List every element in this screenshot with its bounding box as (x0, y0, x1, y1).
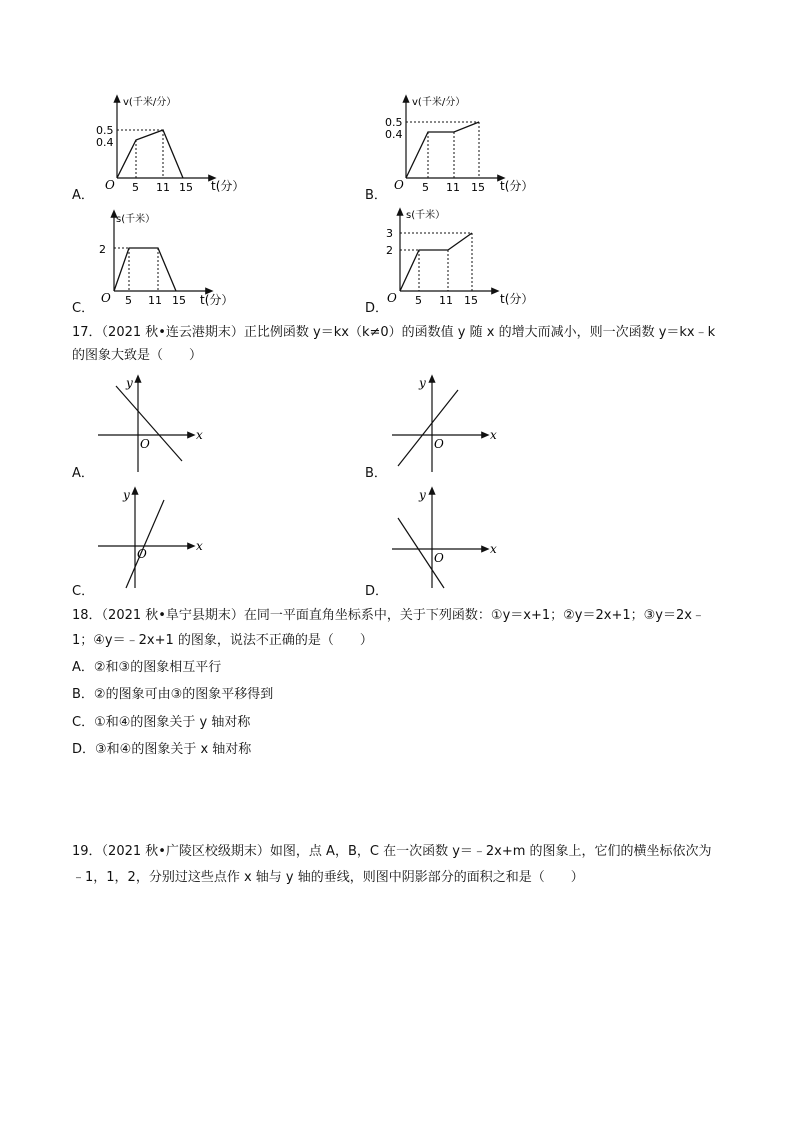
origin-label: O (140, 437, 150, 451)
q19-stem-line1: 19．（2021 秋•广陵区校级期末）如图，点 A，B，C 在一次函数 y＝﹣2x+m 的图象上，它们的横坐标依次为 (72, 844, 712, 859)
graph-b-xlabel: t(分） (500, 179, 534, 193)
graph-b-xtick: 5 (422, 181, 429, 194)
graph-b-curve (406, 122, 479, 178)
q17-graph-a (92, 372, 212, 476)
graph-b-xtick: 11 (446, 181, 460, 194)
graph-d-xtick: 5 (415, 294, 422, 307)
graph-c-xtick: 5 (125, 294, 132, 307)
graph-c (92, 207, 252, 311)
axis-y-label: y (419, 376, 426, 390)
graph-c-ylabel: s(千米） (116, 214, 156, 225)
axis-y-label: y (126, 376, 133, 390)
graph-c-xtick: 15 (172, 294, 186, 307)
q17-graph-b (386, 372, 506, 476)
graph-a-xtick: 11 (156, 181, 170, 194)
q17-stem-line2: 的图象大致是（ ） (72, 348, 203, 363)
graph-c-curve (114, 248, 176, 291)
q18-choice-a: A．②和③的图象相互平行 (72, 660, 222, 675)
q18-stem-line1: 18．（2021 秋•阜宁县期末）在同一平面直角坐标系中，关于下列函数：①y＝x+1；②y＝2x+1；③y＝2x﹣ (72, 608, 705, 623)
graph-a-curve (117, 130, 183, 178)
graph-d-xtick: 11 (439, 294, 453, 307)
graph-c-xtick: 11 (148, 294, 162, 307)
graph-b-origin: O (394, 178, 404, 192)
graph-b-ytick: 0.4 (385, 128, 403, 141)
q18-choice-c: C．①和④的图象关于 y 轴对称 (72, 715, 251, 730)
graph-a-ytick: 0.5 (96, 124, 114, 137)
q17-option-label-d: D． (365, 584, 389, 599)
origin-label: O (137, 547, 147, 561)
q18-choice-d: D．③和④的图象关于 x 轴对称 (72, 742, 252, 757)
q18-stem-line2: 1；④y＝﹣2x+1 的图象，说法不正确的是（ ） (72, 633, 373, 648)
option-label-a: A． (72, 188, 94, 203)
origin-label: O (434, 437, 444, 451)
q17-graph-d (386, 484, 506, 592)
graph-b-ylabel: v(千米/分） (412, 97, 466, 108)
graph-a-xlabel: t(分） (211, 179, 245, 193)
function-line (126, 500, 164, 588)
option-label-b: B． (365, 188, 387, 203)
graph-a-ylabel: v(千米/分） (123, 97, 177, 108)
graph-d-origin: O (387, 291, 397, 305)
graph-b (384, 92, 544, 200)
axis-x-label: x (196, 428, 203, 442)
graph-c-xlabel: t(分） (200, 293, 234, 307)
axis-x-label: x (490, 542, 497, 556)
graph-c-origin: O (101, 291, 111, 305)
q17-graph-c (92, 484, 212, 592)
graph-d-xtick: 15 (464, 294, 478, 307)
q17-stem-line1: 17．（2021 秋•连云港期末）正比例函数 y＝kx（k≠0）的函数值 y 随 x 的增大而减小，则一次函数 y＝kx﹣k (72, 325, 716, 340)
graph-b-xtick: 15 (471, 181, 485, 194)
option-label-c: C． (72, 301, 95, 316)
q17-option-label-b: B． (365, 466, 387, 481)
graph-d-curve (400, 233, 472, 291)
graph-d (378, 205, 543, 311)
graph-a-origin: O (105, 178, 115, 192)
graph-d-ylabel: s(千米） (406, 210, 446, 221)
graph-d-xlabel: t(分） (500, 292, 534, 306)
q19-stem-line2: ﹣1，1，2，分别过这些点作 x 轴与 y 轴的垂线，则图中阴影部分的面积之和是（ ） (72, 870, 584, 885)
axis-x-label: x (490, 428, 497, 442)
option-label-d: D． (365, 301, 389, 316)
q18-choice-b: B．②的图象可由③的图象平移得到 (72, 687, 274, 702)
graph-a (95, 92, 255, 200)
origin-label: O (434, 551, 444, 565)
function-line (398, 390, 458, 466)
q17-option-label-c: C． (72, 584, 95, 599)
axis-y-label: y (419, 488, 426, 502)
graph-d-ytick: 3 (386, 227, 393, 240)
graph-c-ytick: 2 (99, 243, 106, 256)
graph-a-xtick: 5 (132, 181, 139, 194)
axis-x-label: x (196, 539, 203, 553)
graph-d-ytick: 2 (386, 244, 393, 257)
graph-b-ytick: 0.5 (385, 116, 403, 129)
axis-y-label: y (123, 488, 130, 502)
graph-a-xtick: 15 (179, 181, 193, 194)
q17-option-label-a: A． (72, 466, 94, 481)
graph-a-ytick: 0.4 (96, 136, 114, 149)
